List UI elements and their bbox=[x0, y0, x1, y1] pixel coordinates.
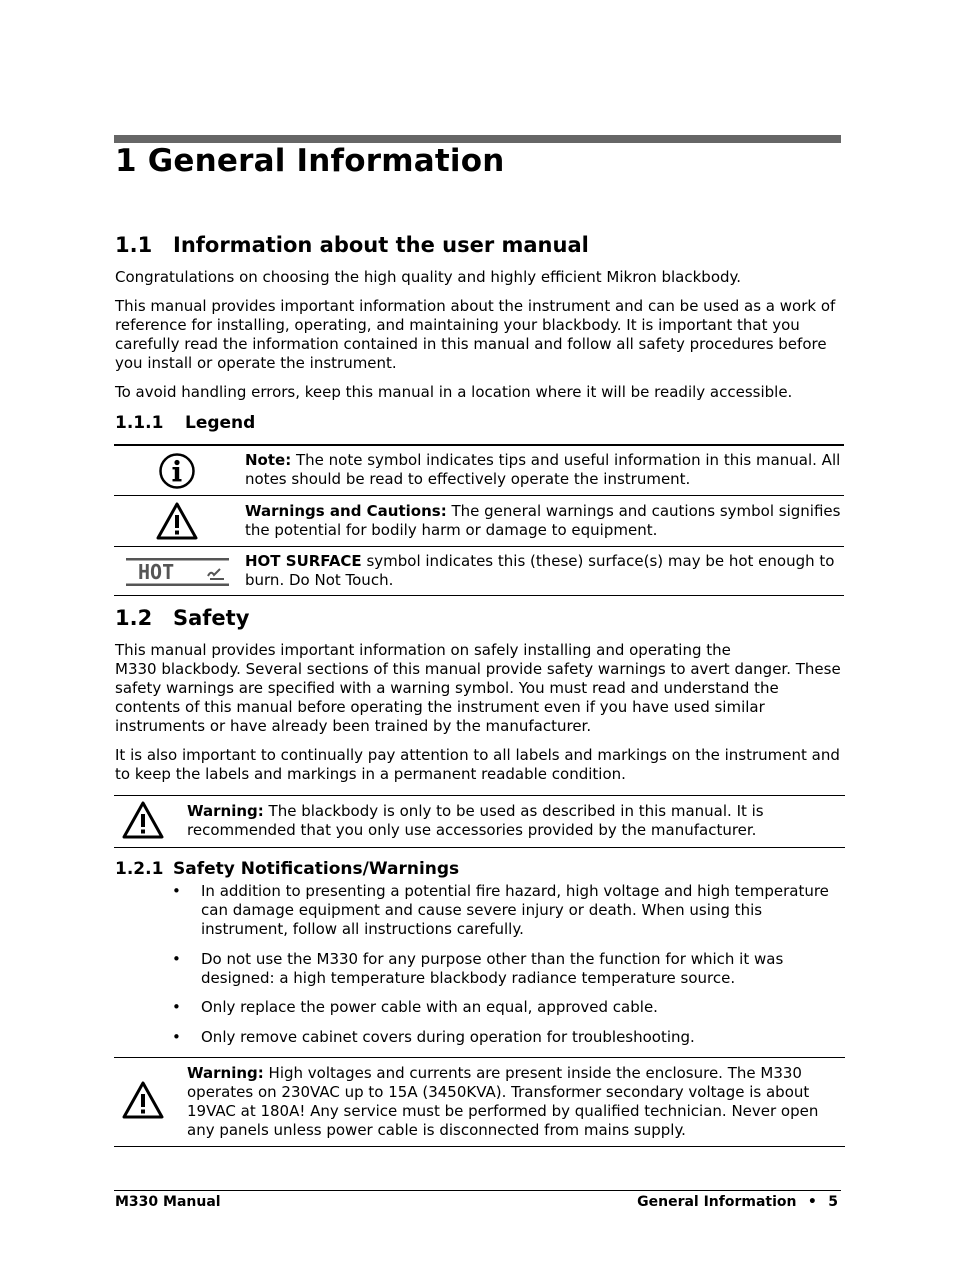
warning-rule bbox=[114, 795, 845, 796]
text-line: safety warnings are specified with a warning symbol. You must read and understand the bbox=[115, 679, 779, 697]
bullet-marker: • bbox=[172, 1028, 181, 1046]
section-heading-1-1 bbox=[115, 233, 589, 257]
text-line: instrument, follow all instructions carefully. bbox=[201, 920, 524, 938]
text-line: It is also important to continually pay attention to all labels and markings on the instrument and bbox=[115, 746, 840, 764]
subsection-number: 1.1.1 bbox=[115, 413, 164, 433]
warning-rule bbox=[114, 1057, 845, 1058]
section-title: Safety bbox=[173, 606, 250, 630]
hot-surface-icon bbox=[126, 558, 229, 586]
chapter-title: 1 General Information bbox=[115, 143, 505, 179]
warning-icon bbox=[121, 800, 165, 840]
paragraph bbox=[115, 746, 843, 784]
legend-label: Warnings and Cautions: bbox=[245, 502, 447, 520]
bullet-marker: • bbox=[172, 882, 181, 900]
footer-manual-name: M330 Manual bbox=[115, 1194, 221, 1210]
text-line: The blackbody is only to be used as described in this manual. It is bbox=[263, 802, 764, 820]
paragraph bbox=[115, 641, 843, 736]
warning-icon bbox=[155, 501, 199, 541]
section-number: 1.2 bbox=[115, 606, 153, 630]
warning-rule bbox=[114, 847, 845, 848]
section-number: 1.1 bbox=[115, 233, 153, 257]
text-line: High voltages and currents are present inside the enclosure. The M330 bbox=[263, 1064, 802, 1082]
footer-chapter: General Information bbox=[637, 1194, 797, 1210]
subsection-heading-safety bbox=[115, 859, 459, 879]
subsection-heading-legend bbox=[115, 413, 255, 433]
text-line: any panels unless power cable is disconnected from mains supply. bbox=[187, 1121, 686, 1139]
bullet-marker: • bbox=[172, 950, 181, 968]
text-line: 19VAC at 180A! Any service must be performed by qualified technician. Never open bbox=[187, 1102, 819, 1120]
text-line: M330 blackbody. Several sections of this manual provide safety warnings to avert danger. These bbox=[115, 660, 841, 678]
text-line: Do not use the M330 for any purpose other than the function for which it was bbox=[201, 950, 784, 968]
section-title: Information about the user manual bbox=[173, 233, 589, 257]
text-line: carefully read the information contained in this manual and follow all safety procedures before bbox=[115, 335, 827, 353]
text-line: This manual provides important information about the instrument and can be used as a work of bbox=[115, 297, 836, 315]
text-line: contents of this manual before operating the instrument even if you have used similar bbox=[115, 698, 765, 716]
warning-icon bbox=[121, 1080, 165, 1120]
legend-label: HOT SURFACE bbox=[245, 552, 362, 570]
paragraph: To avoid handling errors, keep this manual in a location where it will be readily accessible. bbox=[115, 383, 793, 401]
info-icon bbox=[157, 452, 197, 490]
subsection-title: Legend bbox=[185, 413, 256, 433]
footer-separator: • bbox=[807, 1194, 817, 1210]
bullet-marker: • bbox=[172, 998, 181, 1016]
paragraph: Congratulations on choosing the high quality and highly efficient Mikron blackbody. bbox=[115, 268, 742, 286]
text-line: In addition to presenting a potential fire hazard, high voltage and high temperature bbox=[201, 882, 829, 900]
legend-label: Note: bbox=[245, 451, 292, 469]
text-line: The general warnings and cautions symbol signifies bbox=[446, 502, 841, 520]
text-line: reference for installing, operating, and maintaining your blackbody. It is important that you bbox=[115, 316, 800, 334]
table-rule bbox=[114, 546, 844, 547]
chapter-rule bbox=[114, 135, 841, 143]
warning-text bbox=[187, 802, 764, 840]
table-rule bbox=[114, 444, 844, 446]
footer-section bbox=[637, 1194, 838, 1210]
text-line: The note symbol indicates tips and useful information in this manual. All bbox=[291, 451, 841, 469]
warning-label: Warning: bbox=[187, 802, 264, 820]
warning-text bbox=[187, 1064, 818, 1140]
table-rule bbox=[114, 595, 844, 596]
list-item: Only replace the power cable with an equal, approved cable. bbox=[201, 998, 658, 1016]
subsection-title: Safety Notifications/Warnings bbox=[173, 859, 460, 879]
text-line: notes should be read to effectively operate the instrument. bbox=[245, 470, 691, 488]
text-line: can damage equipment and cause severe injury or death. When using this bbox=[201, 901, 763, 919]
section-heading-1-2 bbox=[115, 606, 249, 630]
hot-label: HOT bbox=[138, 560, 175, 584]
list-item bbox=[201, 882, 829, 939]
warning-label: Warning: bbox=[187, 1064, 264, 1082]
legend-note-text bbox=[245, 451, 840, 489]
page-number: 5 bbox=[828, 1194, 838, 1210]
list-item: Only remove cabinet covers during operation for troubleshooting. bbox=[201, 1028, 695, 1046]
subsection-number: 1.2.1 bbox=[115, 859, 164, 879]
text-line: the potential for bodily harm or damage to equipment. bbox=[245, 521, 658, 539]
table-rule bbox=[114, 495, 844, 496]
text-line: you install or operate the instrument. bbox=[115, 354, 397, 372]
text-line: operates on 230VAC up to 15A (3450KVA). Transformer secondary voltage is about bbox=[187, 1083, 810, 1101]
text-line: symbol indicates this (these) surface(s) may be hot enough to bbox=[361, 552, 835, 570]
list-item bbox=[201, 950, 783, 988]
paragraph bbox=[115, 297, 843, 373]
legend-hot-text bbox=[245, 552, 834, 590]
text-line: recommended that you only use accessories provided by the manufacturer. bbox=[187, 821, 757, 839]
legend-warning-text bbox=[245, 502, 840, 540]
text-line: burn. Do Not Touch. bbox=[245, 571, 394, 589]
text-line: instruments or have already been trained by the manufacturer. bbox=[115, 717, 592, 735]
text-line: designed: a high temperature blackbody radiance temperature source. bbox=[201, 969, 736, 987]
text-line: This manual provides important information on safely installing and operating the bbox=[115, 641, 731, 659]
text-line: to keep the labels and markings in a permanent readable condition. bbox=[115, 765, 626, 783]
warning-rule bbox=[114, 1146, 845, 1147]
footer-rule bbox=[114, 1190, 841, 1191]
